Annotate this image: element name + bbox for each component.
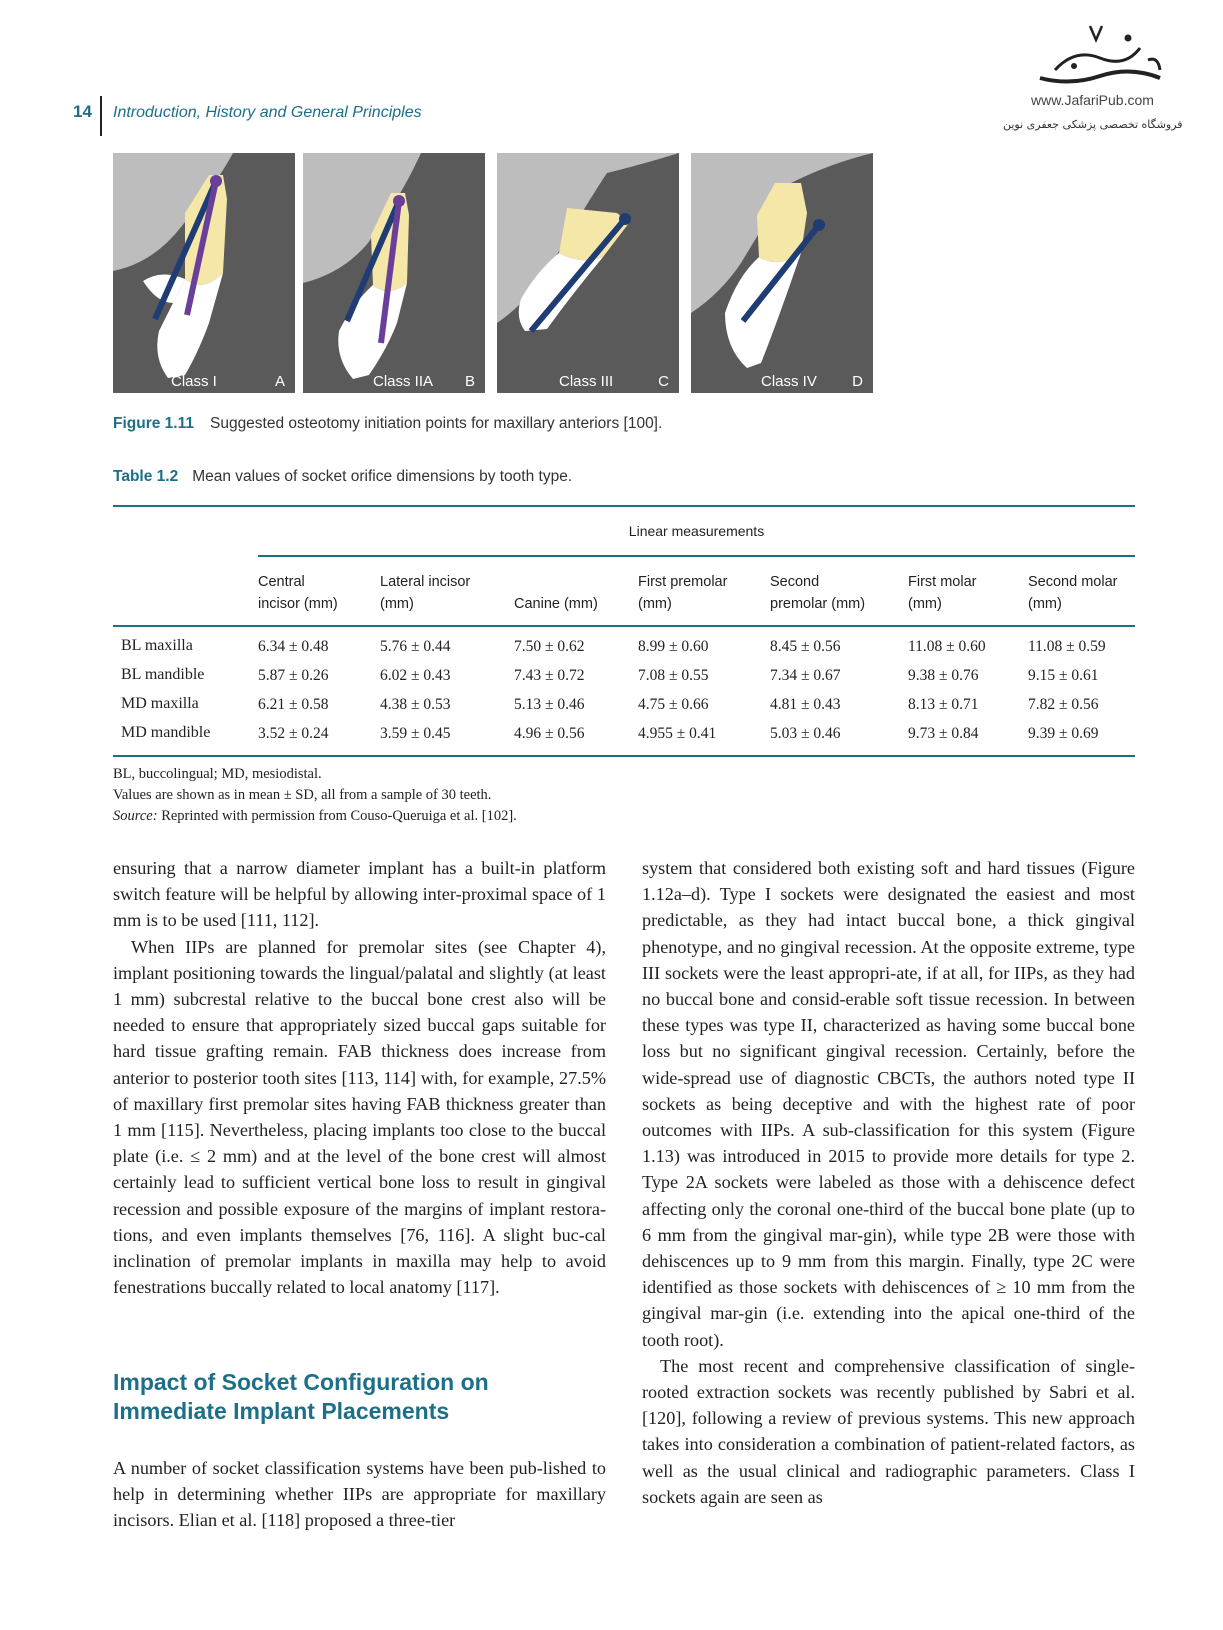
table-cell: 7.82 ± 0.56 [1028,696,1099,713]
table-top-rule [113,505,1135,507]
figure-panel-c [497,153,679,393]
panel-class-label: Class IIA [373,373,434,390]
running-title: Introduction, History and General Principles [113,104,422,121]
table-footnote-values: Values are shown as in mean ± SD, all from a sample of 30 teeth. [113,787,492,803]
table-footnote-source: Source: Reprinted with permission from Couso-Queruiga et al. [102]. [113,808,517,824]
table-footnote-abbrev: BL, buccolingual; MD, mesiodistal. [113,766,322,782]
table-cell: 5.87 ± 0.26 [258,667,329,684]
table-cell: 3.52 ± 0.24 [258,725,329,742]
table-row-label: BL maxilla [121,637,193,654]
table-cell: 5.03 ± 0.46 [770,725,841,742]
column-header: Second molar (mm) [1028,574,1118,612]
table-cell: 8.45 ± 0.56 [770,638,841,655]
table-caption-text: Mean values of socket orifice dimensions by tooth type. [192,468,573,485]
table-cell: 5.76 ± 0.44 [380,638,451,655]
table-row-label: MD mandible [121,724,211,741]
table-cell: 4.96 ± 0.56 [514,725,585,742]
table-cell: 6.34 ± 0.48 [258,638,329,655]
publisher-url: www.JafariPub.com [1031,92,1154,108]
publisher-logo [1030,18,1170,96]
panel-letter: A [274,373,285,390]
table-cell: 6.02 ± 0.43 [380,667,451,684]
table-cell: 8.13 ± 0.71 [908,696,979,713]
left-column-continued [113,1455,606,1534]
table-cell: 4.38 ± 0.53 [380,696,451,713]
panel-class-label: Class IV [761,373,817,390]
table-cell: 4.75 ± 0.66 [638,696,709,713]
figure-panel-b [303,153,485,393]
header-divider [100,96,102,136]
tooth-illustration-b [303,153,485,393]
paragraph: A number of socket classification systems have been pub-lished to help in determining whether IIPs are appropriate for maxillary incisors. Elian et al. [118] proposed a three-tier [113,1458,606,1531]
table-row-label: BL mandible [121,666,205,683]
tooth-illustration-c [497,153,679,393]
figure-caption [113,415,662,433]
figure-panel-a [113,153,295,393]
panel-class-label: Class III [559,373,614,390]
table-cell: 7.43 ± 0.72 [514,667,585,684]
table-group-rule [258,555,1135,557]
figure-panel-d [691,153,873,393]
table-cell: 11.08 ± 0.59 [1028,638,1106,655]
publisher-tagline: فروشگاه تخصصی پزشکی جعفری نوین [1003,118,1183,131]
table-cell: 9.38 ± 0.76 [908,667,979,684]
paragraph: The most recent and comprehensive classification of single-rooted extraction sockets was recently published by Sabri et al. [120], following a review of previous systems. This new approach takes into consideration a combination of patient-related factors, as well as the usual clinical and radiographic parameters. Class I sockets again are seen as [642,1355,1135,1507]
paragraph: ensuring that a narrow diameter implant has a built-in platform switch feature will be helpful by allowing inter-proximal space of 1 mm is to be used [111, 112]. [113,858,606,931]
table-caption-label: Table 1.2 [113,468,179,485]
table-cell: 8.99 ± 0.60 [638,638,709,655]
figure-caption-text: Suggested osteotomy initiation points for maxillary anteriors [100]. [209,415,663,432]
table-cell: 3.59 ± 0.45 [380,725,451,742]
column-header: Central incisor (mm) [258,574,338,612]
panel-letter: C [658,373,669,390]
left-column [113,855,606,1300]
page-number: 14 [73,102,92,121]
panel-letter: B [464,373,475,390]
panel-letter: D [852,373,863,390]
table-cell: 9.73 ± 0.84 [908,725,979,742]
table-cell: 11.08 ± 0.60 [908,638,986,655]
figure-caption-label: Figure 1.11 [113,415,194,432]
paragraph: When IIPs are planned for premolar sites (see Chapter 4), implant positioning towards the lingual/palatal and slightly (at least 1 mm) subcrestal relative to the buccal bone crest also will be needed to ensure that appropriately sized buccal gaps suitable for hard tissue grafting remain. FAB thickness does increase from anterior to posterior tooth sites [113, 114] with, for example, 27.5% of maxillary first premolar sites having FAB thickness greater than 1 mm [115]. Nevertheless, placing implants too close to the buccal plate (i.e. ≤ 2 mm) and at the level of the bone crest will almost certainly lead to sufficient vertical bone loss to result in gingival recession and possible exposure of the margins of implant restora-tions, and even implants themselves [76, 116]. A slight buc-cal inclination of premolar implants in maxilla may help to avoid fenestrations buccally related to local anatomy [117]. [113,936,606,1298]
tooth-illustration-a [113,153,295,393]
table-cell: 4.81 ± 0.43 [770,696,841,713]
paragraph: system that considered both existing soft and hard tissues (Figure 1.12a–d). Type I sockets were designated the easiest and most predictable, as they had intact buccal bone, a thick gingival phenotype, and no gingival recession. At the opposite extreme, type III sockets were the least appropri-ate, if at all, for IIPs, as they had no buccal bone and consid-erable soft tissue recession. In between these types was type II, characterized as having some buccal bone loss but no significant gingival recession. Certainly, before the wide-spread use of diagnostic CBCTs, the authors noted type II sockets as being deceptive and with the highest rate of poor outcomes with IIPs. A sub-classification for this system (Figure 1.13) was introduced in 2015 to provide more details for type 2. Type 2A sockets were labeled as those with a dehiscence defect affecting only the coronal one-third of the buccal bone plate (up to 6 mm from the gingival mar-gin), while type 2B were those with dehiscences up to 9 mm from this margin. Finally, type 2C were identified as those sockets with dehiscences of ≥ 10 mm from the gingival mar-gin (i.e. extending into the apical one-third of the tooth root). [642,858,1135,1350]
table-cell: 5.13 ± 0.46 [514,696,585,713]
table-cell: 4.955 ± 0.41 [638,725,717,742]
table-caption [113,468,572,486]
table-cell: 7.50 ± 0.62 [514,638,585,655]
table-cell: 7.34 ± 0.67 [770,667,841,684]
column-header: Second premolar (mm) [770,574,866,612]
column-header: Canine (mm) [514,596,598,612]
table-group-header: Linear measurements [628,523,765,539]
table-cell: 9.39 ± 0.69 [1028,725,1099,742]
table-cell: 7.08 ± 0.55 [638,667,709,684]
tooth-illustration-d [691,153,873,393]
panel-class-label: Class I [171,373,217,390]
table-cell: 9.15 ± 0.61 [1028,667,1099,684]
column-header: First molar (mm) [908,574,977,612]
table-row-label: MD maxilla [121,695,199,712]
right-column [642,855,1135,1510]
section-heading: Impact of Socket Configuration on Immediate Implant Placements [113,1369,489,1424]
column-header: First premolar (mm) [638,574,728,612]
table-cell: 6.21 ± 0.58 [258,696,329,713]
table-header-rule [113,625,1135,627]
column-header: Lateral incisor (mm) [380,574,471,612]
table-bottom-rule [113,755,1135,757]
